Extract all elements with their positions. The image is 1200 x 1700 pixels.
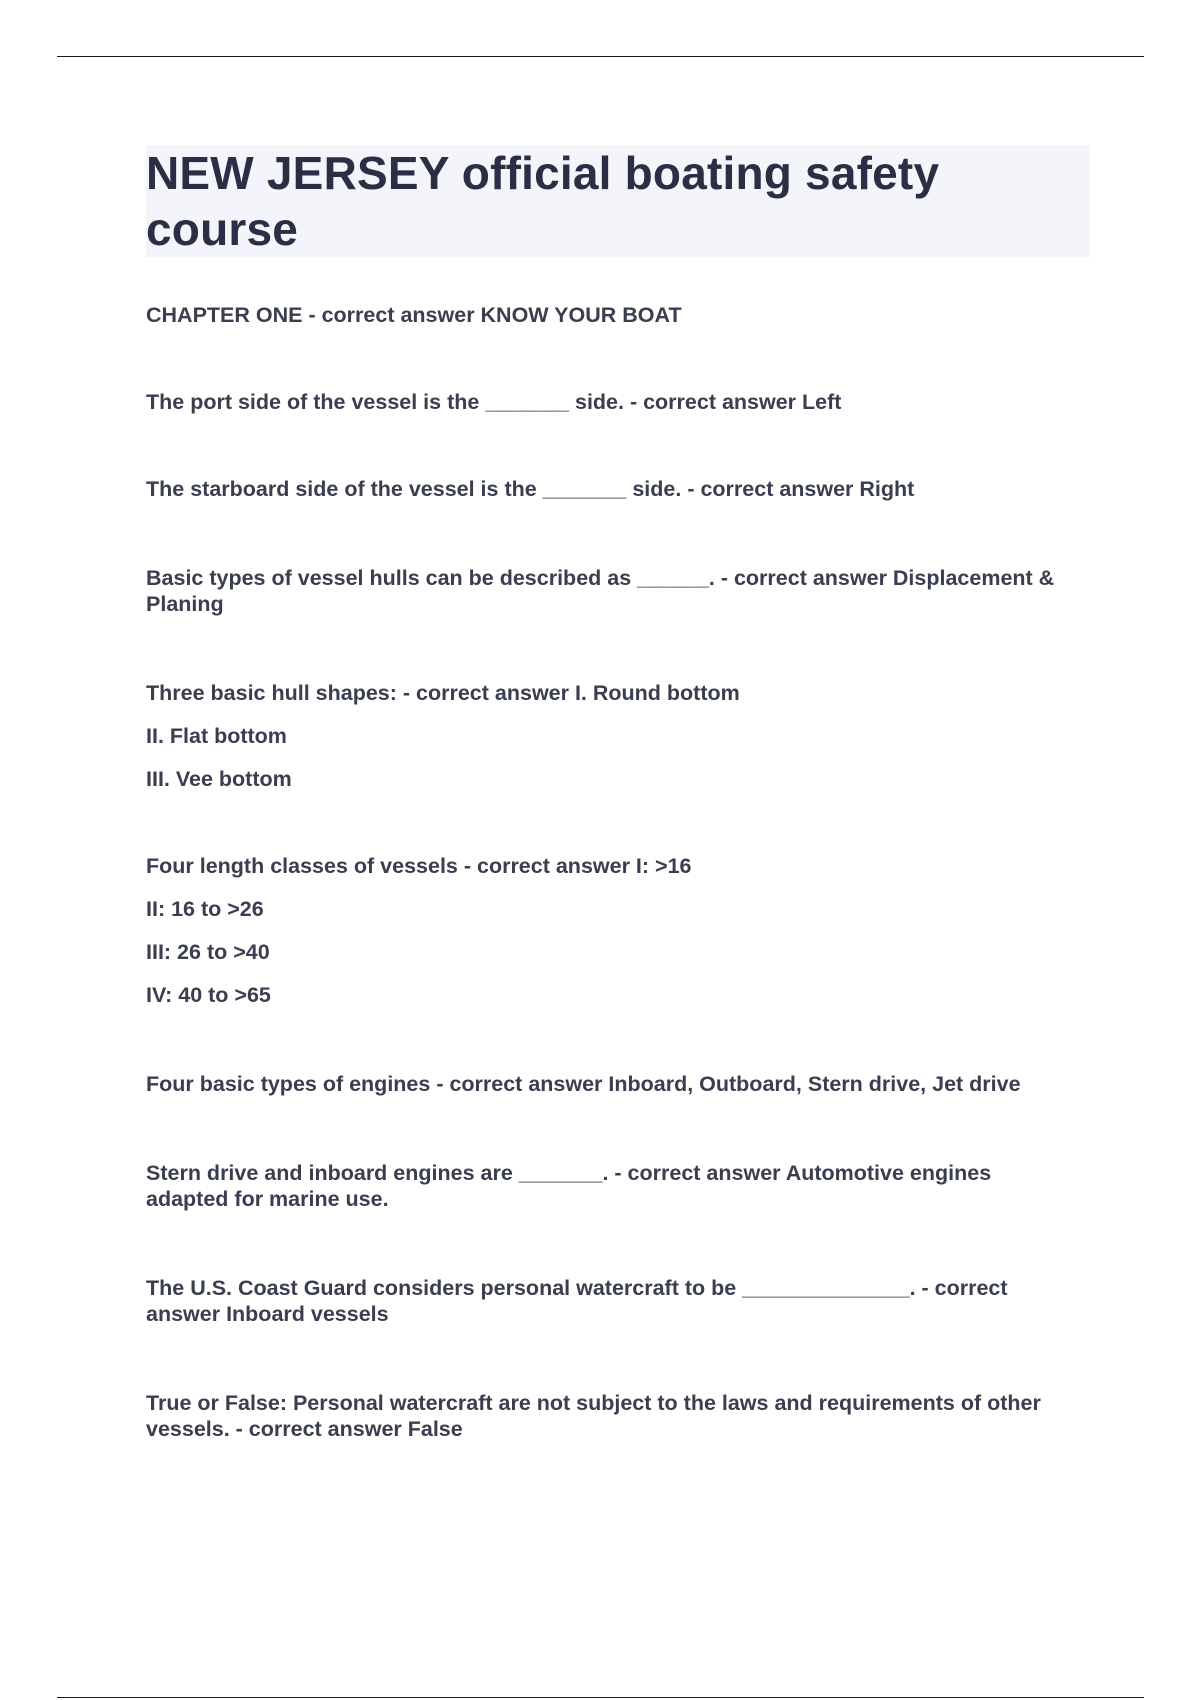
qa-entry-hull-shapes bbox=[146, 680, 1091, 792]
qa-line: Stern drive and inboard engines are _______. - correct answer Automotive engines adapted for marine use. bbox=[146, 1161, 992, 1211]
bottom-rule bbox=[57, 1697, 1144, 1698]
qa-entry-engine-types bbox=[146, 1071, 1091, 1097]
qa-line: III. Vee bottom bbox=[146, 767, 292, 791]
qa-entry-port-side bbox=[146, 389, 1091, 415]
qa-line: IV: 40 to >65 bbox=[146, 983, 271, 1007]
document-title: NEW JERSEY official boating safety course bbox=[146, 147, 940, 255]
qa-line: Three basic hull shapes: - correct answer I. Round bottom bbox=[146, 681, 740, 705]
qa-entry-starboard-side bbox=[146, 476, 1091, 502]
top-rule bbox=[57, 56, 1144, 57]
qa-line: Basic types of vessel hulls can be described as ______. - correct answer Displacement & Planing bbox=[146, 566, 1055, 616]
qa-entry-length-classes bbox=[146, 853, 1091, 1008]
qa-line: Four length classes of vessels - correct answer I: >16 bbox=[146, 854, 692, 878]
qa-entry-hull-types bbox=[146, 565, 1091, 617]
qa-entry-true-false bbox=[146, 1390, 1091, 1442]
qa-line: II. Flat bottom bbox=[146, 724, 287, 748]
qa-line: III: 26 to >40 bbox=[146, 940, 270, 964]
qa-line: True or False: Personal watercraft are not subject to the laws and requirements of other vessels. - correct answer False bbox=[146, 1391, 1041, 1441]
qa-line: The starboard side of the vessel is the _______ side. - correct answer Right bbox=[146, 477, 915, 501]
qa-entry-stern-drive bbox=[146, 1160, 1046, 1212]
qa-line: Four basic types of engines - correct answer Inboard, Outboard, Stern drive, Jet drive bbox=[146, 1072, 1021, 1096]
qa-line: The port side of the vessel is the _______ side. - correct answer Left bbox=[146, 390, 842, 414]
qa-entry-personal-watercraft bbox=[146, 1275, 1046, 1327]
qa-line: II: 16 to >26 bbox=[146, 897, 264, 921]
qa-line: The U.S. Coast Guard considers personal watercraft to be ______________. - correct answer Inboard vessels bbox=[146, 1276, 1008, 1326]
qa-entry-chapter-one bbox=[146, 302, 1091, 328]
qa-line: CHAPTER ONE - correct answer KNOW YOUR BOAT bbox=[146, 303, 682, 327]
